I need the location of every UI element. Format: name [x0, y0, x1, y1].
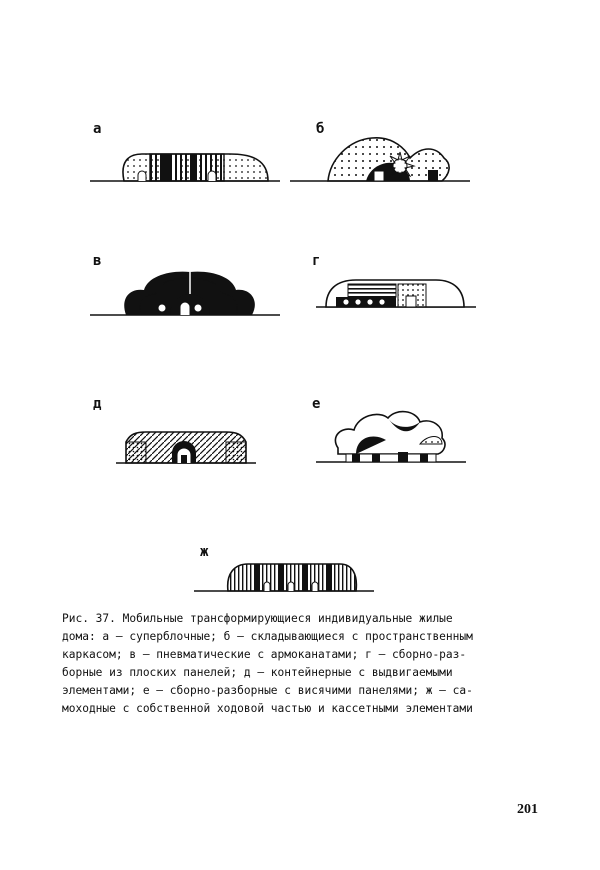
- caption-line: дома: а – суперблочные; б – складывающиеся с пространственным: [62, 630, 473, 643]
- hanging-panel-house-drawing: [316, 404, 476, 468]
- self-propelled-house-drawing: [194, 556, 384, 596]
- caption-line: элементами; е – сборно-разборные с висячими панелями; ж – са-: [62, 684, 473, 697]
- container-house-drawing: [116, 418, 256, 468]
- panel-house-drawing: [316, 268, 476, 313]
- caption-line: каркасом; в – пневматические с армоканатами; г – сборно-раз-: [62, 648, 467, 661]
- figure-caption: [62, 610, 532, 718]
- figure-label-a: а: [93, 121, 102, 137]
- folding-frame-house-drawing: [290, 130, 480, 185]
- caption-line: борные из плоских панелей; д – контейнерные с выдвигаемыми: [62, 666, 453, 679]
- caption-line: моходные с собственной ходовой частью и кассетными элементами: [62, 702, 473, 715]
- pneumatic-house-drawing: [90, 262, 280, 322]
- figure-label-v: в: [93, 253, 102, 269]
- caption-line: Рис. 37. Мобильные трансформирующиеся индивидуальные жилые: [62, 612, 453, 625]
- figure-label-d: д: [93, 396, 102, 412]
- page-number: 201: [517, 802, 538, 817]
- figure-label-zh: ж: [200, 544, 209, 560]
- superblock-house-drawing: [90, 140, 280, 190]
- figure-label-g: г: [312, 253, 321, 269]
- figure-label-b: б: [316, 121, 325, 137]
- figure-label-e: е: [312, 396, 321, 412]
